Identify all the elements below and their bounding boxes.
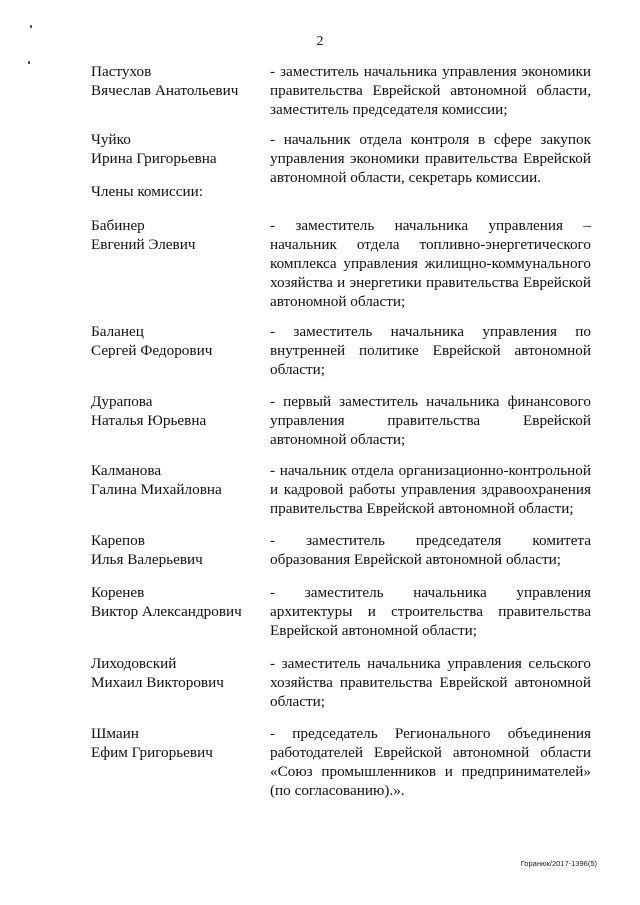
member-role: - первый заместитель начальника финансового управления правительства Еврейской автономной области;	[270, 393, 591, 448]
member-name	[91, 322, 266, 360]
member-given-name: Сергей Федорович	[91, 342, 213, 359]
members-heading: Члены комиссии:	[91, 183, 203, 200]
member-role: - председатель Регионального объединения работодателей Еврейской автономной области «Союз промышленников и предпринимателей» (по согласованию).».	[270, 725, 591, 799]
member-name	[91, 62, 266, 100]
member-name	[91, 461, 266, 499]
document-code: Горанюк/2017-1396(5)	[520, 859, 597, 868]
member-given-name: Виктор Александрович	[91, 603, 242, 620]
member-surname: Чуйко	[91, 131, 131, 148]
member-name	[91, 531, 266, 569]
member-surname: Карепов	[91, 532, 145, 549]
member-surname: Шмаин	[91, 725, 139, 742]
member-surname: Баланец	[91, 323, 144, 340]
member-name	[91, 583, 266, 621]
member-role: - заместитель председателя комитета образования Еврейской автономной области;	[270, 532, 591, 568]
member-surname: Лиходовский	[91, 655, 177, 672]
page-number: 2	[316, 33, 324, 48]
member-given-name: Ефим Григорьевич	[91, 744, 213, 761]
member-name	[91, 130, 266, 168]
member-given-name: Михаил Викторович	[91, 674, 224, 691]
member-given-name: Евгений Элевич	[91, 236, 196, 253]
member-name	[91, 654, 266, 692]
member-surname: Пастухов	[91, 63, 152, 80]
member-name	[91, 216, 266, 254]
member-given-name: Галина Михайловна	[91, 481, 222, 498]
member-given-name: Ирина Григорьевна	[91, 150, 217, 167]
member-given-name: Наталья Юрьевна	[91, 412, 207, 429]
member-role: - заместитель начальника управления – начальник отдела топливно-энергетического комплекса управления жилищно-коммунального хозяйства и энергетики правительства Еврейской автономной области;	[270, 217, 591, 310]
member-name	[91, 724, 266, 762]
member-given-name: Вячеслав Анатольевич	[91, 82, 239, 99]
member-role: - начальник отдела контроля в сфере закупок управления экономики правительства Еврейской автономной области, секретарь комиссии.	[270, 131, 591, 186]
member-surname: Калманова	[91, 462, 162, 479]
member-given-name: Илья Валерьевич	[91, 551, 203, 568]
member-surname: Дурапова	[91, 393, 153, 410]
member-surname: Коренев	[91, 584, 145, 601]
member-role: - заместитель начальника управления по внутренней политике Еврейской автономной области;	[270, 323, 591, 378]
member-role: - начальник отдела организационно-контрольной и кадровой работы управления здравоохранения правительства Еврейской автономной области;	[270, 462, 591, 517]
member-role: - заместитель начальника управления сельского хозяйства правительства Еврейской автономной области;	[270, 655, 591, 710]
scan-speck	[30, 25, 32, 28]
member-name	[91, 392, 266, 430]
member-surname: Бабинер	[91, 217, 145, 234]
member-role: - заместитель начальника управления архитектуры и строительства правительства Еврейской автономной области;	[270, 584, 591, 639]
member-role: - заместитель начальника управления экономики правительства Еврейской автономной области, заместитель председателя комиссии;	[270, 63, 591, 118]
scan-speck	[28, 61, 30, 64]
